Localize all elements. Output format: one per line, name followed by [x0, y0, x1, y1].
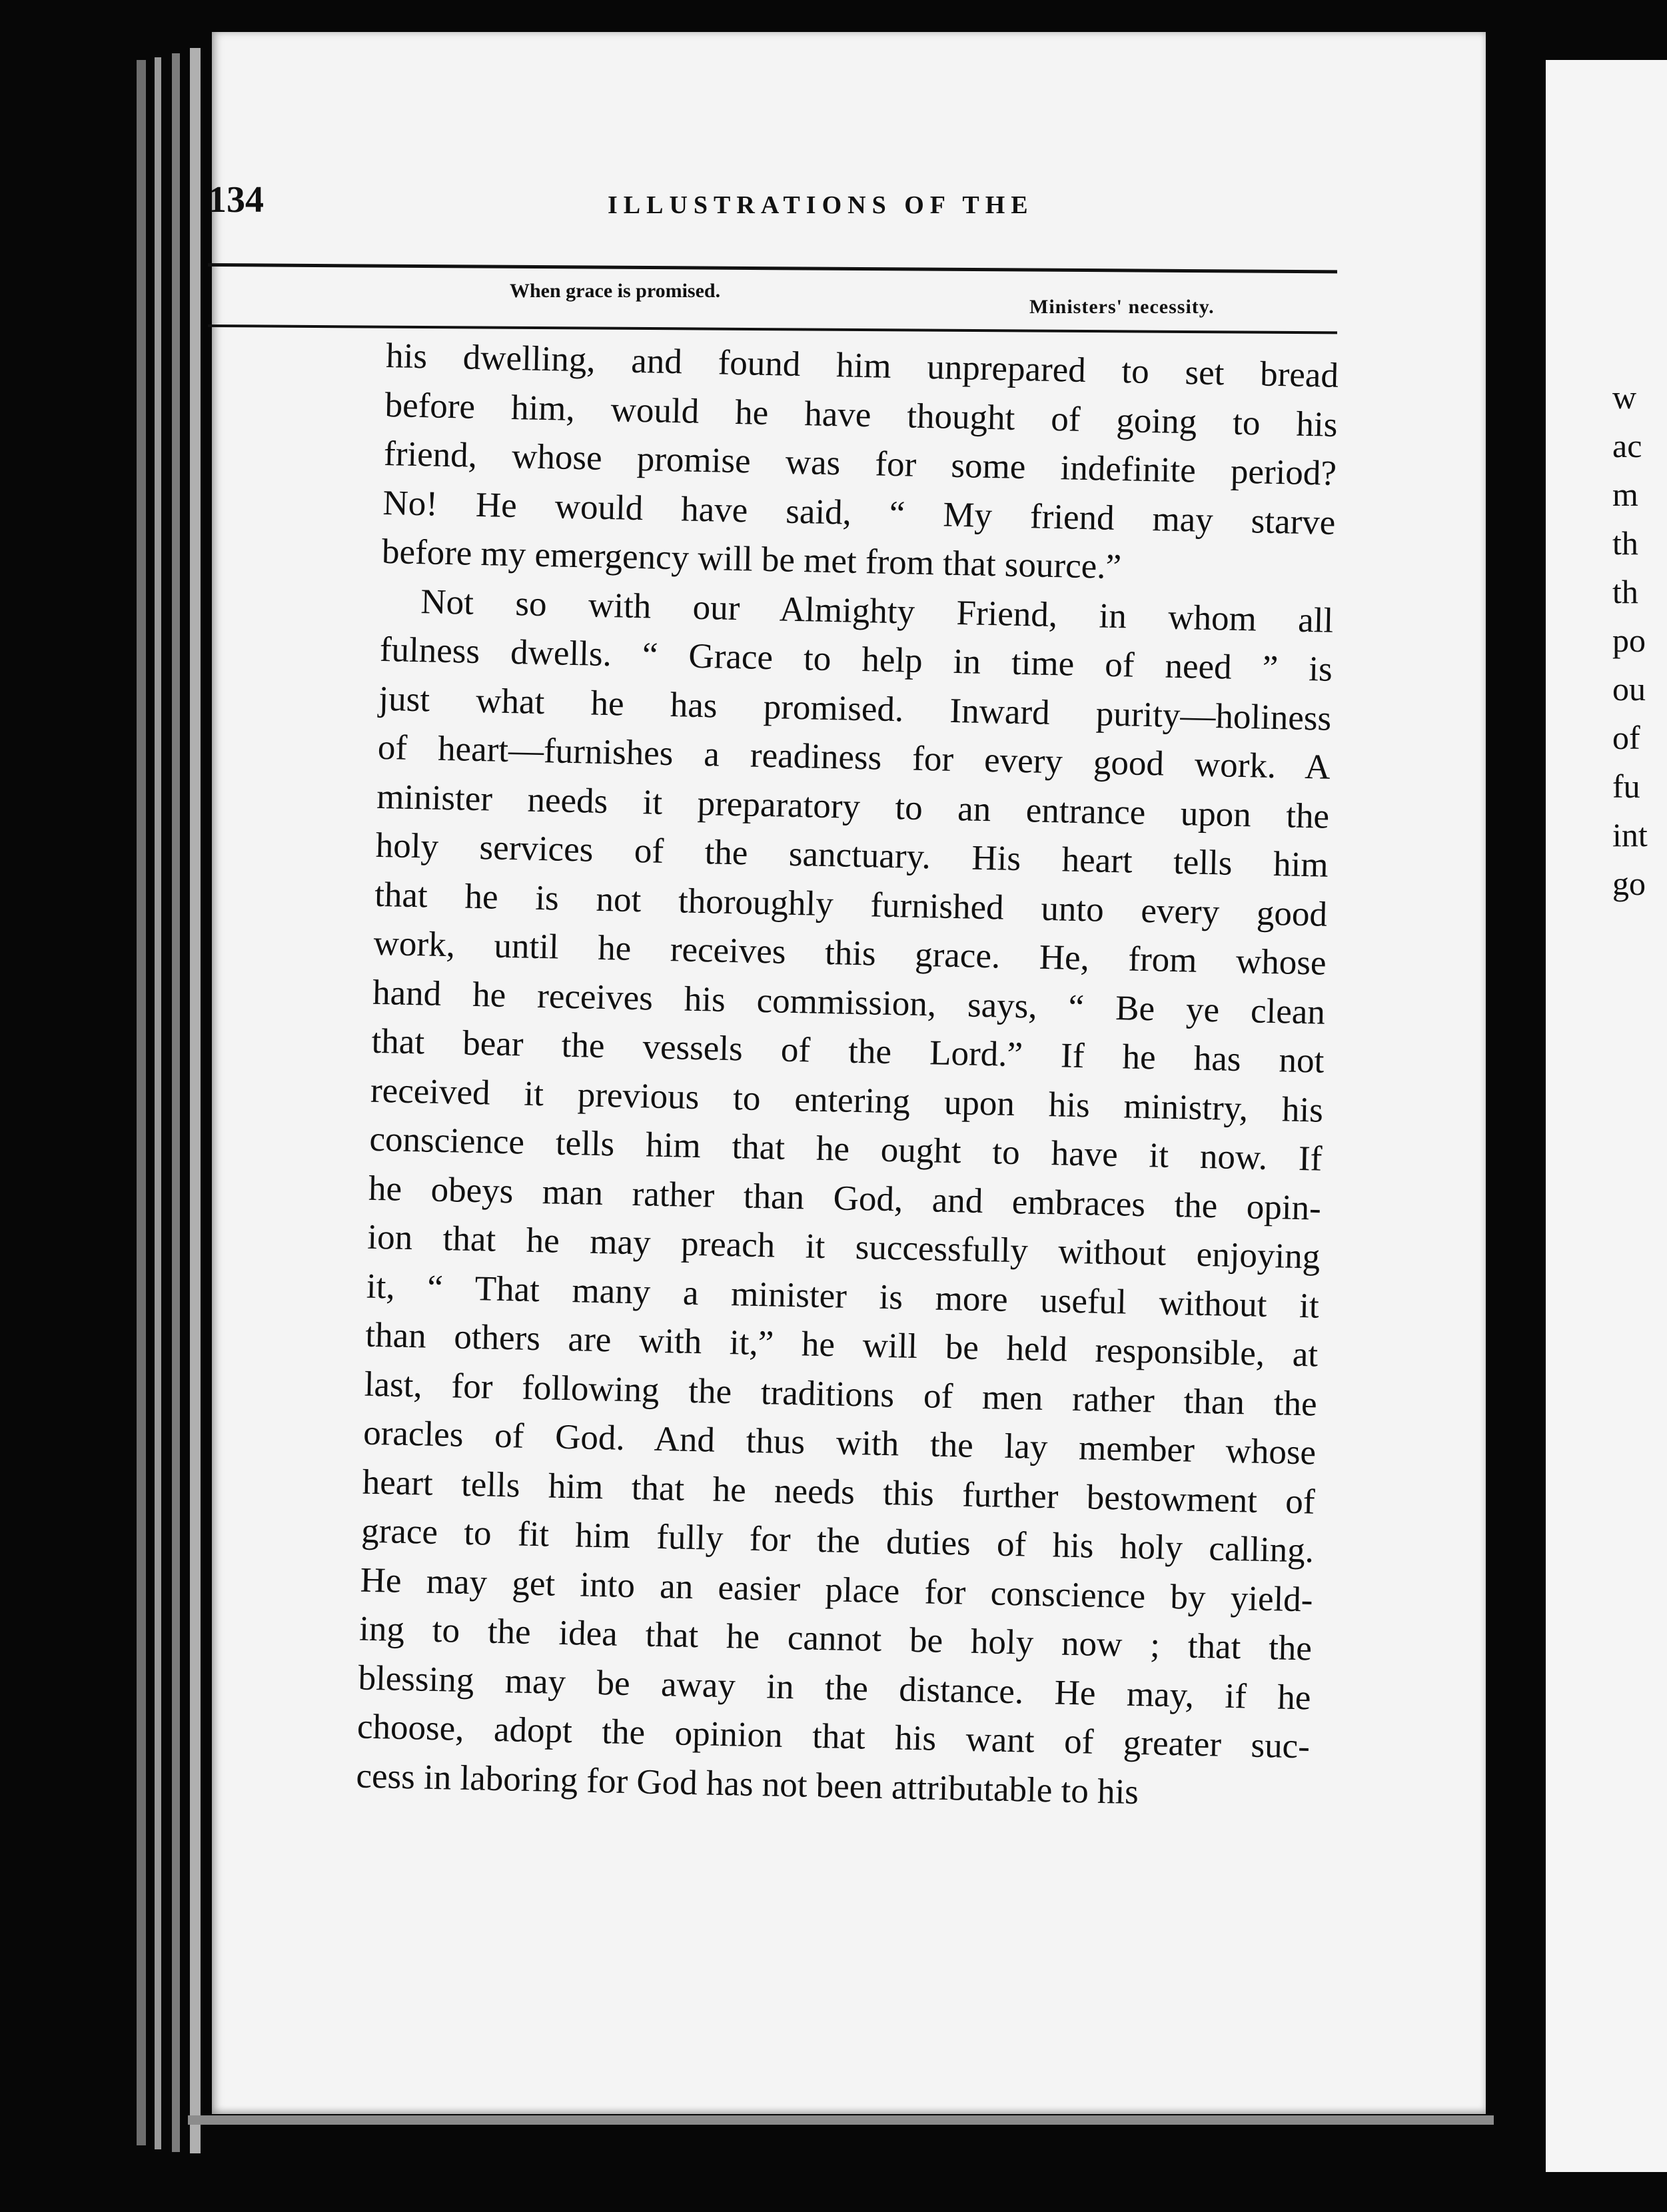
page-stack-edge — [137, 60, 146, 2145]
text-line: just what he has promised. Inward purity—holiness — [378, 679, 1332, 738]
facing-page-text — [1612, 373, 1667, 908]
facing-text-fragment: th — [1612, 524, 1638, 562]
facing-text-fragment: th — [1612, 573, 1638, 610]
text-line: cess in laboring for God has not been attributable to his — [356, 1756, 1139, 1812]
text-line: oracles of God. And thus with the lay member whose — [362, 1413, 1317, 1472]
facing-text-fragment: w — [1612, 378, 1637, 416]
page-stack-edge — [155, 57, 161, 2149]
text-line: holy services of the sanctuary. His heart tells him — [375, 826, 1329, 885]
side-note-left: When grace is promised. — [510, 280, 721, 302]
text-line: conscience tells him that he ought to have it now. If — [369, 1119, 1323, 1179]
text-line: blessing may be away in the distance. He may, if he — [358, 1658, 1311, 1717]
text-line: before him, would he have thought of going to his — [384, 385, 1339, 444]
text-line: choose, adopt the opinion that his want of greater suc- — [356, 1707, 1311, 1766]
text-line: minister needs it preparatory to an entrance upon the — [376, 777, 1330, 836]
text-line: No! He would have said, “ My friend may starve — [382, 483, 1336, 542]
text-line: Not so with our Almighty Friend, in whom all — [420, 582, 1334, 640]
page-stack-edge — [190, 48, 201, 2153]
text-line: hand he receives his commission, says, “ Be ye clean — [372, 973, 1326, 1032]
facing-text-fragment: of — [1612, 719, 1640, 756]
facing-text-fragment: ac — [1612, 427, 1642, 464]
facing-text-fragment: int — [1612, 816, 1648, 853]
text-line: before my emergency will be met from that source.” — [381, 532, 1122, 587]
text-line: fulness dwells. “ Grace to help in time of need ” is — [379, 630, 1333, 689]
text-line: heart tells him that he needs this further bestowment of — [362, 1462, 1316, 1522]
text-line: ion that he may preach it successfully without enjoying — [366, 1217, 1321, 1277]
page-number: 134 — [208, 179, 264, 221]
text-line: work, until he receives this grace. He, from whose — [373, 923, 1327, 983]
facing-text-fragment: fu — [1612, 768, 1640, 805]
text-line: that bear the vessels of the Lord.” If he has not — [371, 1021, 1325, 1081]
running-title: ILLUSTRATIONS OF THE — [608, 191, 1034, 219]
page-stack-bottom-edge — [188, 2115, 1494, 2125]
text-line: his dwelling, and found him unprepared to set bread — [385, 336, 1339, 395]
text-line: last, for following the traditions of men rather than the — [364, 1365, 1318, 1424]
text-line: ing to the idea that he cannot be holy now ; that the — [358, 1609, 1313, 1668]
text-line: He may get into an easier place for conscience by yield- — [360, 1560, 1314, 1620]
text-line: it, “ That many a minister is more useful without it — [366, 1267, 1320, 1326]
side-note-right: Ministers' necessity. — [1029, 296, 1215, 318]
facing-text-fragment: m — [1612, 476, 1638, 513]
page-stack-edge — [172, 53, 180, 2152]
text-line: received it previous to entering upon his ministry, his — [370, 1071, 1324, 1130]
text-line: he obeys man rather than God, and embraces the opin- — [368, 1169, 1322, 1228]
text-line: friend, whose promise was for some indefinite period? — [383, 434, 1337, 493]
running-head — [208, 179, 1361, 232]
facing-text-fragment: ou — [1612, 670, 1646, 708]
body-text — [356, 332, 1339, 1820]
facing-text-fragment: go — [1612, 865, 1646, 902]
text-line: grace to fit him fully for the duties of his holy calling. — [360, 1511, 1315, 1570]
facing-text-fragment: po — [1612, 622, 1646, 659]
text-line: of heart—furnishes a readiness for every good work. A — [377, 728, 1331, 787]
text-line: than others are with it,” he will be held responsible, at — [364, 1315, 1319, 1375]
text-line: that he is not thoroughly furnished unto every good — [374, 875, 1328, 934]
